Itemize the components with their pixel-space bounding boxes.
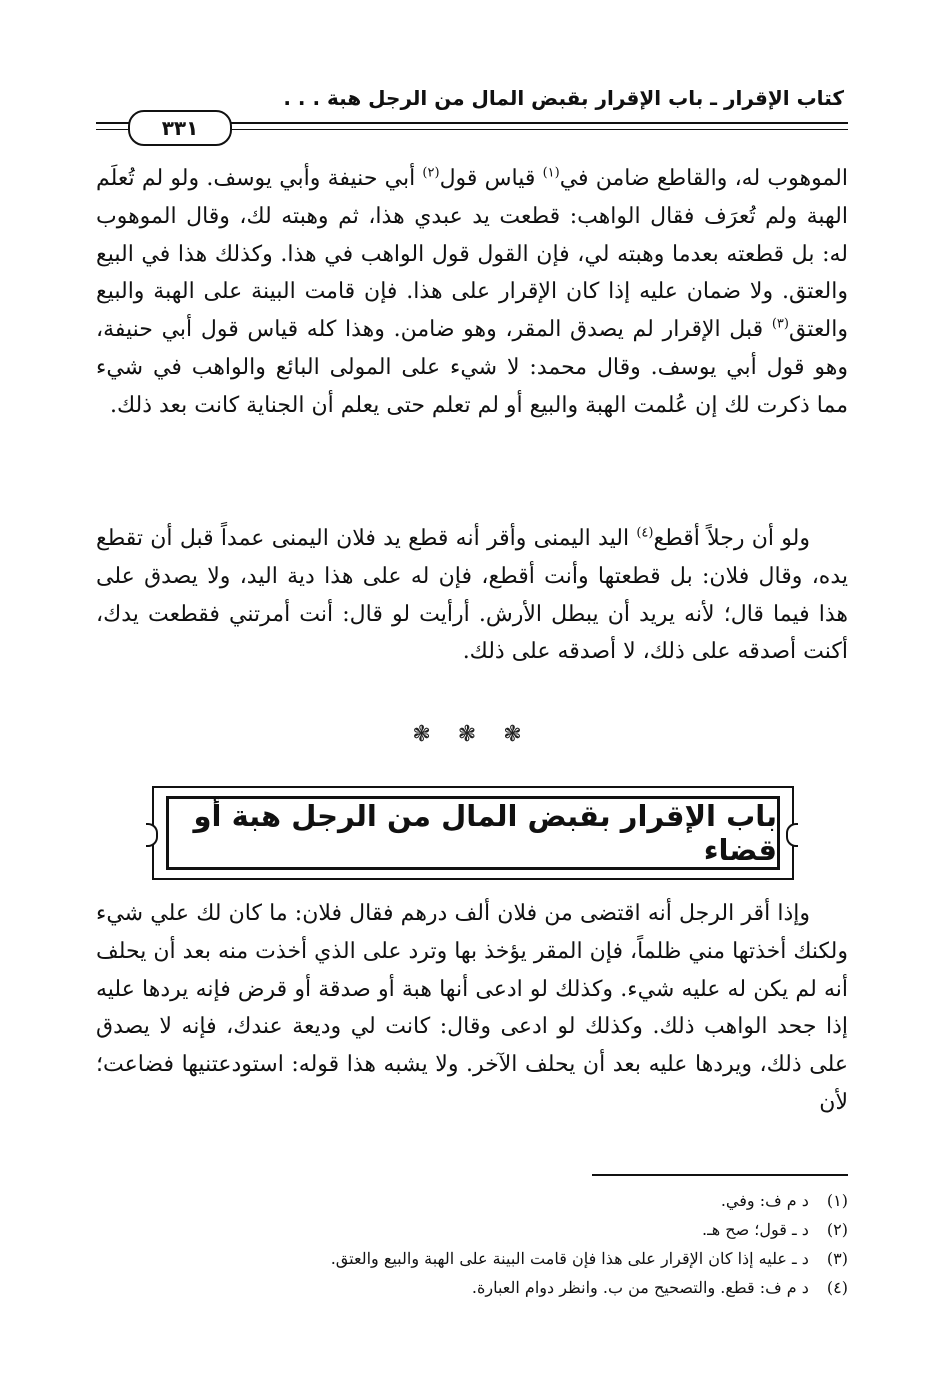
footnote-marker: (٤) xyxy=(636,525,654,541)
footnote-number: (١) xyxy=(826,1191,848,1210)
footnote-4 xyxy=(96,1273,848,1302)
footnote-2 xyxy=(96,1215,848,1244)
frame-notch-right xyxy=(786,823,798,847)
footnote-marker: (٢) xyxy=(422,165,440,181)
footnote-number: (٤) xyxy=(826,1278,848,1297)
paragraph-text: وإذا أقر الرجل أنه اقتضى من فلان ألف درهم فقال فلان: ما كان لك علي شيء ولكنك أخذتها مني ظلماً، فإن المقر يؤخذ بها وترد على الذي أخذت منه بعد أن يحلف أنه لم يكن له عليه شيء. وكذلك لو ادعى أنها هبة أو صدقة أو قرض فإنه يردها عليه إذا جحد الواهب ذلك. وكذلك لو ادعى وقال: كانت لي وديعة عندك، فإنه لا يصدق على ذلك، ويردها عليه بعد أن يحلف الآخر. ولا يشبه هذا قوله: استودعتنيها فضاعت؛ لأن xyxy=(96,901,848,1115)
footnote-number: (٢) xyxy=(826,1220,848,1239)
footnote-1 xyxy=(96,1186,848,1215)
paragraph-1 xyxy=(96,160,848,425)
footnote-text: د م ف: قطع. والتصحيح من ب. وانظر دوام العبارة. xyxy=(471,1278,809,1297)
paragraph-text: قياس قول xyxy=(439,166,543,191)
paragraph-text: قبل الإقرار لم يصدق المقر، وهو ضامن. وهذا كله قياس قول أبي حنيفة، وهو قول أبي يوسف. وقال محمد: لا شيء على المولى البائع والواهب في شيء مما ذكرت لك إن عُلمت الهبة والبيع أو لم تعلم حتى يعلم أن الجناية كانت بعد ذلك. xyxy=(96,317,848,418)
footnotes xyxy=(96,1186,848,1302)
footnote-text: د ـ قول؛ صح هـ. xyxy=(702,1220,809,1239)
footnote-marker: (٣) xyxy=(771,316,789,332)
footnote-text: د ـ عليه إذا كان الإقرار على هذا فإن قامت البينة على الهبة والبيع والعتق. xyxy=(330,1249,809,1268)
footnote-number: (٣) xyxy=(826,1249,848,1268)
paragraph-text: الموهوب له، والقاطع ضامن في xyxy=(559,166,848,191)
paragraph-text: ولو أن رجلاً أقطع xyxy=(653,526,810,551)
section-separator-ornament: ❃ ❃ ❃ xyxy=(412,722,532,747)
paragraph-text: اليد اليمنى وأقر أنه قطع يد فلان اليمنى عمداً قبل أن تقطع يده، وقال فلان: بل قطعتها وأنت أقطع، فإن له على هذا دية اليد، ولا يصدق على هذا فيما قال؛ لأنه يريد أن يبطل الأرش. أرأيت لو قال: أنت أمرتني فقطعت يدك، أكنت أصدقه على ذلك، لا أصدقه على ذلك. xyxy=(96,526,848,665)
footnote-3 xyxy=(96,1244,848,1273)
chapter-title: باب الإقرار بقبض المال من الرجل هبة أو قضاء xyxy=(193,799,777,867)
footnote-text: د م ف: وفي. xyxy=(720,1191,809,1210)
footnote-rule xyxy=(592,1174,848,1176)
chapter-title-box xyxy=(166,796,780,870)
page-number-badge: ٣٣١ xyxy=(128,110,232,146)
paragraph-text: أبي حنيفة وأبي يوسف. ولو لم تُعلَم الهبة ولم تُعرَف فقال الواهب: قطعت يد عبدي هذا، ثم وهبته لك، وقال الموهوب له: بل قطعته بعدما وهبته لي، فإن القول قول الواهب في هذا. وكذلك هذا في البيع والعتق. ولا ضمان عليه إذا كان الإقرار على هذا. فإن قامت البينة على الهبة والبيع والعتق xyxy=(96,166,848,343)
paragraph-3 xyxy=(96,895,848,1122)
paragraph-2 xyxy=(96,520,848,671)
running-header: كتاب الإقرار ـ باب الإقرار بقبض المال من الرجل هبة . . . xyxy=(283,86,844,110)
footnote-marker: (١) xyxy=(542,165,560,181)
